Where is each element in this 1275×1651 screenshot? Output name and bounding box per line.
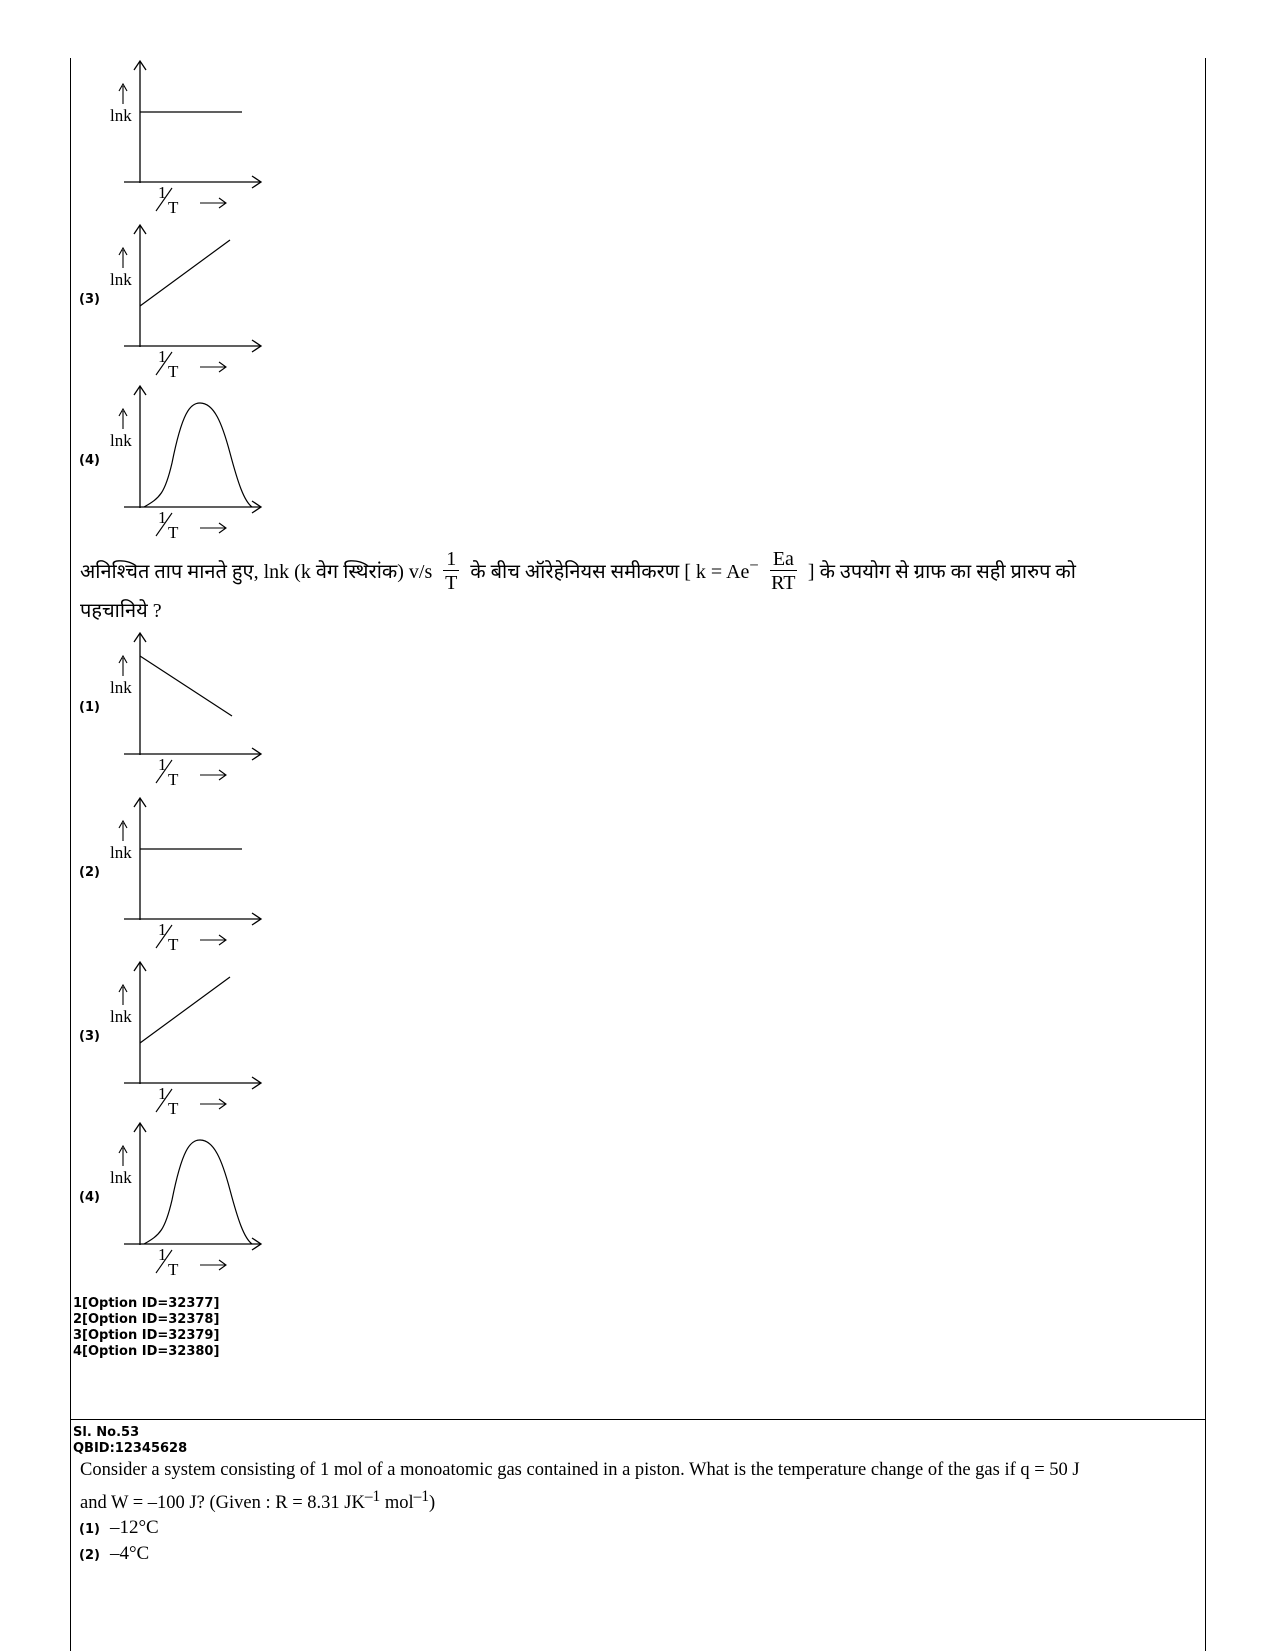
fraction-numerator: 1 [443, 548, 459, 571]
option-label: (3) [79, 292, 100, 307]
y-axis-label: lnk [110, 678, 132, 697]
graph-option-2-horizontal [110, 795, 270, 955]
x-axis-label-denominator: T [168, 935, 179, 954]
y-axis-label: lnk [110, 106, 132, 125]
superscript: –1 [413, 1488, 430, 1505]
x-axis-label-denominator: T [168, 1260, 179, 1279]
y-axis-label: lnk [110, 431, 132, 450]
graph-svg [110, 222, 270, 382]
option-label: (4) [79, 1190, 100, 1205]
right-arrow-icon [200, 1260, 226, 1270]
right-arrow-icon [200, 1099, 226, 1109]
graph-option-3-increasing [110, 959, 270, 1119]
up-arrow-icon [119, 656, 127, 676]
question-53-text: mol [380, 1493, 414, 1514]
question-text-line2: पहचानिये ? [80, 600, 162, 622]
answer-number: (1) [79, 1522, 100, 1537]
up-arrow-icon [119, 985, 127, 1005]
option-id: 2[Option ID=32378] [73, 1312, 220, 1327]
option-label: (1) [79, 700, 100, 715]
answer-number: (2) [79, 1548, 100, 1563]
page-frame-left [70, 58, 71, 1651]
option-label: (4) [79, 453, 100, 468]
x-axis-label-numerator: 1 [158, 755, 167, 774]
x-axis-label-numerator: 1 [158, 920, 167, 939]
x-axis-label-numerator: 1 [158, 1084, 167, 1103]
x-axis-label-denominator: T [168, 198, 179, 217]
right-arrow-icon [200, 935, 226, 945]
graph-option-4-bell [110, 1120, 270, 1280]
option-id: 3[Option ID=32379] [73, 1328, 220, 1343]
graph-top-horizontal [110, 58, 270, 218]
question-divider [70, 1419, 1206, 1420]
right-arrow-icon [200, 523, 226, 533]
fraction-ea-over-rt [770, 548, 797, 595]
right-arrow-icon [200, 362, 226, 372]
y-axis-label: lnk [110, 270, 132, 289]
answer-text: –12°C [109, 1517, 159, 1538]
curve-increasing [140, 240, 230, 306]
up-arrow-icon [119, 84, 127, 104]
question-part-c: ] के उपयोग से ग्राफ का सही प्रारुप को [807, 561, 1076, 584]
graph-top-bell [110, 383, 270, 543]
fraction-denominator: RT [771, 572, 796, 594]
graph-svg [110, 383, 270, 543]
option-label: (2) [79, 865, 100, 880]
x-axis-label-numerator: 1 [158, 183, 167, 202]
x-axis-label-numerator: 1 [158, 508, 167, 527]
y-axis-label: lnk [110, 843, 132, 862]
graph-svg [110, 959, 270, 1119]
option-label: (3) [79, 1029, 100, 1044]
up-arrow-icon [119, 1146, 127, 1166]
serial-number: Sl. No.53 [73, 1425, 140, 1440]
fraction-numerator: Ea [770, 548, 797, 571]
right-arrow-icon [200, 770, 226, 780]
x-axis-label-denominator: T [168, 1099, 179, 1118]
x-axis-label-denominator: T [168, 523, 179, 542]
y-axis-label: lnk [110, 1007, 132, 1026]
up-arrow-icon [119, 409, 127, 429]
graph-top-increasing [110, 222, 270, 382]
answer-text: –4°C [109, 1543, 150, 1564]
x-axis-label-denominator: T [168, 770, 179, 789]
graph-svg [110, 795, 270, 955]
graph-option-1-decreasing [110, 630, 270, 790]
curve-decreasing [140, 656, 232, 716]
question-53-line1: Consider a system consisting of 1 mol of a monoatomic gas contained in a piston. What is the temperature change of the gas if q = 50 J [80, 1460, 1080, 1480]
option-id: 1[Option ID=32377] [73, 1296, 220, 1311]
option-id-list [73, 1296, 219, 1360]
question-53-line2 [80, 1483, 435, 1517]
question-53-text: and W = –100 J? (Given : R = 8.31 JK [80, 1493, 365, 1514]
question-part-b: के बीच ऑरेहेनियस समीकरण [ k = Ae [470, 561, 750, 584]
graph-svg [110, 58, 270, 218]
x-axis-label-numerator: 1 [158, 347, 167, 366]
fraction-denominator: T [445, 572, 458, 594]
graph-svg [110, 1120, 270, 1280]
up-arrow-icon [119, 821, 127, 841]
qbid: QBID:12345628 [73, 1441, 188, 1456]
graph-svg [110, 630, 270, 790]
option-id: 4[Option ID=32380] [73, 1344, 220, 1359]
x-axis-label-numerator: 1 [158, 1245, 167, 1264]
fraction-one-over-t [443, 548, 459, 595]
superscript: –1 [364, 1488, 381, 1505]
curve-increasing [140, 977, 230, 1043]
question-53-text: ) [429, 1493, 436, 1514]
exponent-sign: − [749, 555, 759, 575]
question-part-a: अनिश्चित ताप मानते हुए, lnk (k वेग स्थिरांक) v/s [80, 561, 433, 584]
y-axis-label: lnk [110, 1168, 132, 1187]
right-arrow-icon [200, 198, 226, 208]
curve-bell [144, 1140, 252, 1244]
question-text-line1 [80, 550, 1076, 597]
answer-option-2 [79, 1543, 149, 1565]
up-arrow-icon [119, 248, 127, 268]
question-meta [73, 1425, 187, 1457]
x-axis-label-denominator: T [168, 362, 179, 381]
answer-option-1 [79, 1517, 159, 1539]
page-frame-right [1205, 58, 1206, 1651]
curve-bell [144, 403, 252, 507]
